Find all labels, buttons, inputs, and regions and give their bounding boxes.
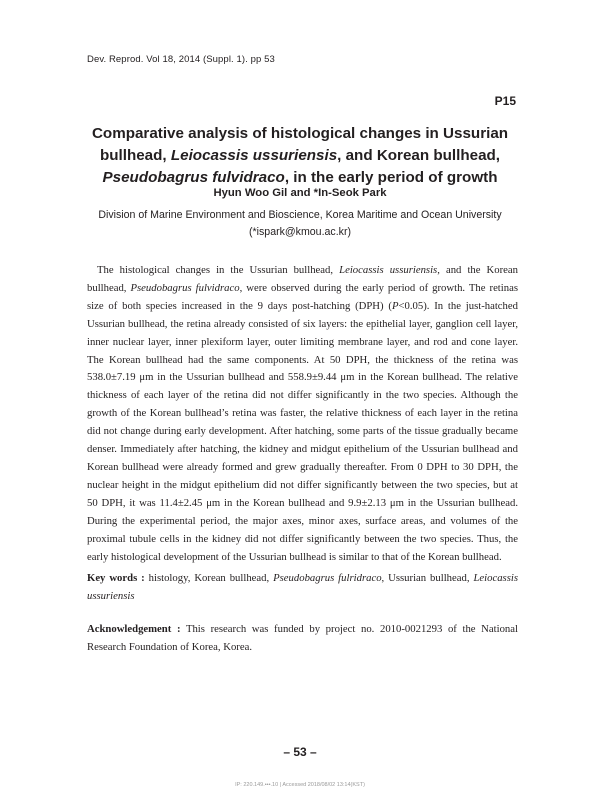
journal-reference: Dev. Reprod. Vol 18, 2014 (Suppl. 1). pp 53: [87, 54, 275, 65]
affiliation: Division of Marine Environment and Bioscience, Korea Maritime and Ocean University: [98, 209, 502, 221]
acknowledgement-label: Acknowledgement :: [87, 623, 181, 635]
page-number: – 53 –: [283, 745, 317, 759]
keywords: [87, 570, 518, 606]
affiliation-block: [60, 207, 540, 241]
abstract-p-symbol: P: [391, 299, 399, 312]
title-species-1: Leiocassis ussuriensis: [170, 147, 338, 164]
poster-code: P15: [494, 94, 516, 108]
access-footer: IP: 220.149.•••.10 | Accessed 2018/08/02 13:14(KST): [235, 782, 365, 788]
keywords-k3: , Ussurian bullhead,: [381, 572, 474, 584]
abstract-s3: , were observed during the early period of growth. The retinas size of both species increased in the 9 days post-hatching (DPH) (: [87, 281, 518, 312]
abstract-species-1: Leiocassis ussuriensis: [339, 264, 438, 276]
keywords-k4: Leiocassis ussuriensis: [87, 572, 518, 602]
abstract-s4: <0.05). In the just-hatched Ussurian bullhead, the retina already consisted of six layers: the epithelial layer, ganglion cell layer, inner nuclear layer, inner plexiform layer, outer limiting membrane layer, and rod and cone layer. The Korean bullhead had the same components. At 50 DPH, the thickness of the retina was 538.0±7.19 μm in the Ussurian bullhead and 558.9±9.44 μm in the Korean bullhead. The relative thickness of each layer of the retina did not differ significantly in the two species. Although the growth of the Korean bullhead’s retina was faster, the relative thickness of each layer in the retina did not change during early development. After hatching, some parts of the tissue gradually became denser. Immediately after hatching, the kidney and midgut epithelium of the Ussurian bullhead and Korean bullhead were already formed and grew gradually thereafter. From 0 DPH to 30 DPH, the nuclear height in the midgut epithelium did not differ significantly between the two species, but at 50 DPH, it was 11.4±2.45 μm in the Korean bullhead and 9.9±2.13 μm in the Ussurian bullhead. During the experimental period, the major axes, minor axes, surface areas, and volumes of the proximal tubule cells in the kidney did not differ significantly between the two species. Thus, the early histological development of the Ussurian bullhead is similar to that of the Korean bullhead.: [87, 299, 518, 563]
title-line-3b: , in the early period of growth: [284, 169, 498, 186]
title-line-2a: bullhead,: [99, 147, 171, 164]
keywords-k1: histology, Korean bullhead,: [144, 572, 274, 584]
keywords-label: Key words :: [87, 572, 145, 584]
title-line-2b: , and Korean bullhead,: [337, 147, 501, 164]
abstract-s2: , and the Korean bullhead,: [87, 264, 519, 294]
title-species-2: Pseudobagrus fulvidraco: [102, 169, 285, 186]
author-list: Hyun Woo Gil and *In-Seok Park: [213, 187, 387, 199]
keywords-k2: Pseudobagrus fulridraco: [273, 572, 382, 584]
abstract: [87, 262, 518, 566]
title-line-1: Comparative analysis of histological changes in Ussurian: [91, 125, 509, 142]
email: (*ispark@kmou.ac.kr): [249, 226, 351, 238]
article-title: [60, 123, 540, 189]
abstract-species-2: Pseudobagrus fulvidraco: [130, 281, 240, 294]
acknowledgement-text: This research was funded by project no. 2010-0021293 of the National Research Foundation of Korea, Korea.: [87, 623, 518, 653]
acknowledgement: [87, 621, 518, 657]
abstract-s1: The histological changes in the Ussurian bullhead,: [97, 264, 340, 276]
